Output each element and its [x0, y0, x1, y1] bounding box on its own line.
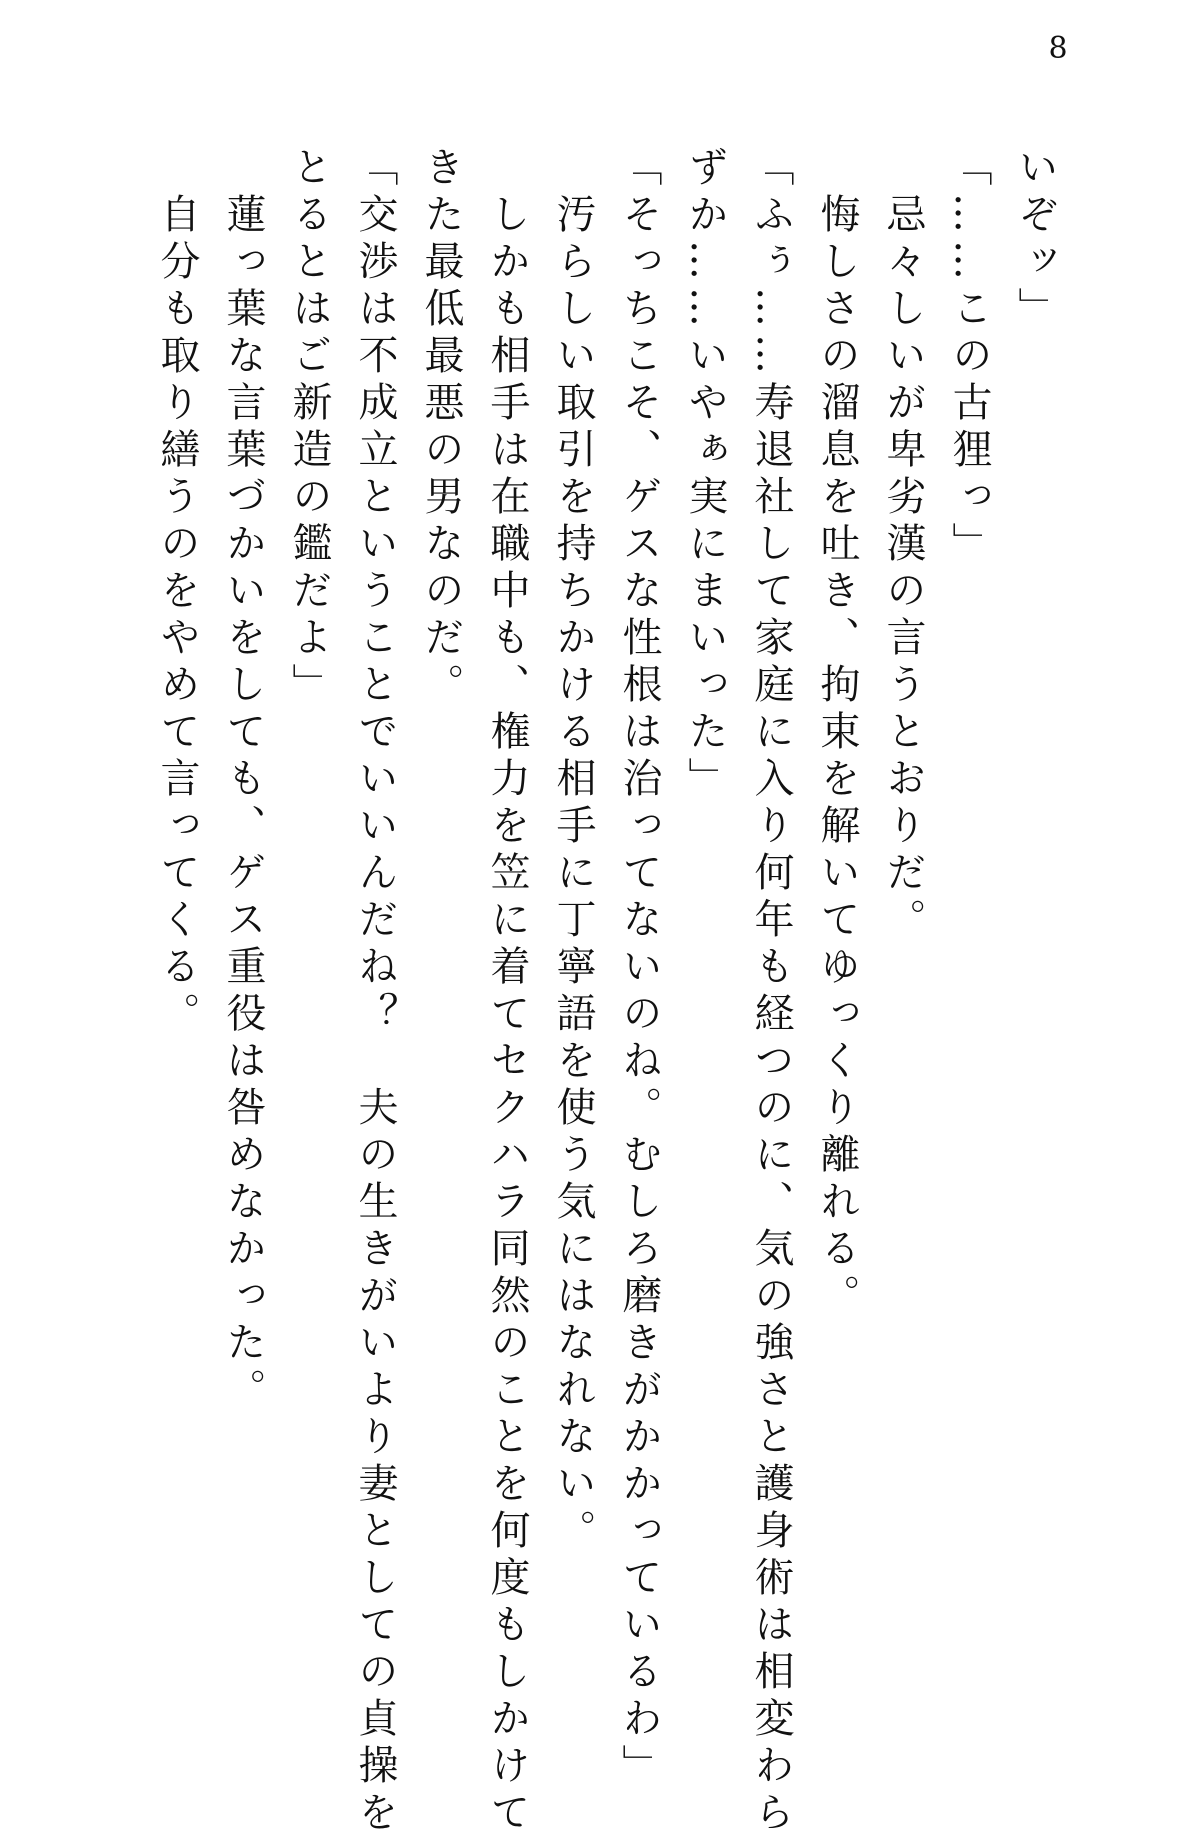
text-line: 自分も取り繕うのをやめて言ってくる。	[154, 146, 200, 1039]
text-line: 忌々しいが卑劣漢の言うとおりだ。	[880, 146, 926, 945]
text-line: 「……この古狸っ」	[946, 146, 992, 569]
text-line: 「そっちこそ、ゲスな性根は治ってないのね。むしろ磨きがかかっているわ」	[616, 146, 662, 1791]
text-line: きた最低最悪の男なのだ。	[418, 146, 464, 710]
vertical-text-body	[154, 146, 1068, 1838]
text-line: 汚らしい取引を持ちかける相手に丁寧語を使う気にはなれない。	[550, 146, 596, 1556]
text-line: しかも相手は在職中も、権力を笠に着てセクハラ同然のことを何度もしかけて	[484, 146, 530, 1838]
page-number: 8	[1048, 31, 1068, 66]
text-line: 悔しさの溜息を吐き、拘束を解いてゆっくり離れる。	[814, 146, 860, 1321]
text-line: とるとはご新造の鑑だよ」	[286, 146, 332, 710]
text-line: 蓮っ葉な言葉づかいをしても、ゲス重役は咎めなかった。	[220, 146, 266, 1415]
text-line: ずか……いやぁ実にまいった」	[682, 146, 728, 804]
novel-text-block	[154, 146, 1068, 1838]
text-line: いぞッ」	[1012, 146, 1058, 334]
text-line: 「ふぅ……寿退社して家庭に入り何年も経つのに、気の強さと護身術は相変わら	[748, 146, 794, 1838]
text-line: 「交渉は不成立ということでいいんだね？ 夫の生きがいより妻としての貞操を	[352, 146, 398, 1838]
